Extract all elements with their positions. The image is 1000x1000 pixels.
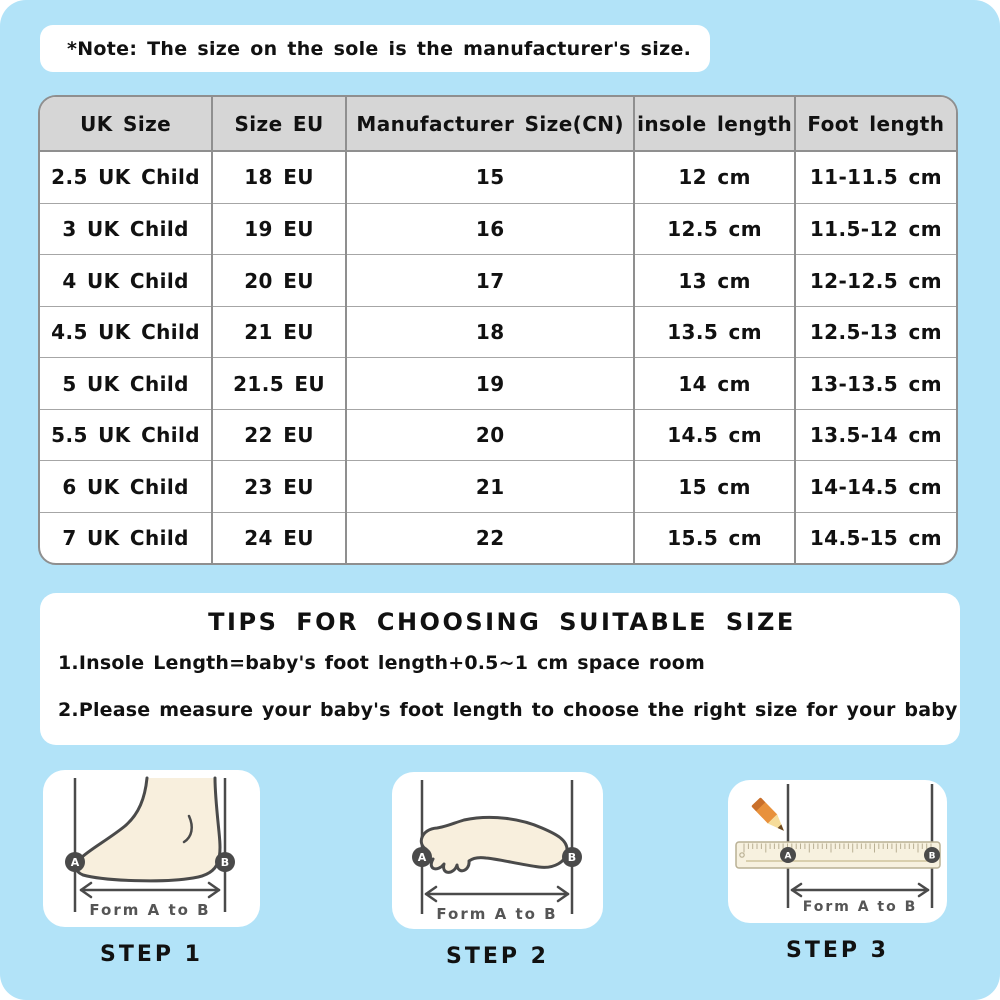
table-cell: 4 UK Child [40, 255, 212, 307]
table-cell: 23 EU [212, 461, 346, 513]
tips-card [40, 593, 960, 745]
table-cell: 5.5 UK Child [40, 409, 212, 461]
column-header-foot-length: Foot length [795, 97, 956, 151]
foot-top-measure-diagram [392, 772, 603, 929]
table-cell: 13.5 cm [634, 306, 794, 358]
table-row [40, 461, 956, 513]
step1-card [43, 770, 260, 927]
note-text: *Note: The size on the sole is the manufacturer's size. [67, 37, 692, 60]
size-table [40, 97, 956, 563]
table-cell: 16 [346, 203, 635, 255]
marker-b-letter: B [220, 856, 230, 869]
foot-side-measure-diagram [43, 770, 260, 927]
table-cell: 18 EU [212, 151, 346, 203]
table-cell: 21 [346, 461, 635, 513]
table-cell: 2.5 UK Child [40, 151, 212, 203]
table-cell: 20 [346, 409, 635, 461]
marker-a-letter: A [417, 851, 427, 864]
step2-card [392, 772, 603, 929]
table-cell: 19 [346, 358, 635, 410]
table-cell: 6 UK Child [40, 461, 212, 513]
marker-a-icon [780, 847, 796, 863]
double-arrow-icon [792, 884, 928, 896]
table-row [40, 306, 956, 358]
note-card [40, 25, 710, 72]
column-header-size-eu: Size EU [212, 97, 346, 151]
table-cell: 11-11.5 cm [809, 165, 942, 190]
marker-b-icon [562, 847, 582, 867]
marker-a-icon [65, 852, 85, 872]
column-header-manufacturer-size-cn-: Manufacturer Size(CN) [346, 97, 635, 151]
table-row [40, 409, 956, 461]
foot-top-icon [421, 817, 567, 872]
column-header-insole-length: insole length [634, 97, 794, 151]
table-row [40, 358, 956, 410]
marker-b-icon [924, 847, 940, 863]
measure-caption: Form A to B [802, 899, 918, 915]
table-cell: 5 UK Child [40, 358, 212, 410]
table-cell: 7 UK Child [40, 512, 212, 563]
table-cell: 12-12.5 cm [795, 255, 956, 307]
marker-b-letter: B [928, 851, 936, 862]
step2-label: STEP 2 [446, 944, 549, 969]
double-arrow-icon [81, 883, 219, 897]
size-table-body [40, 151, 956, 563]
table-cell: 3 UK Child [40, 203, 212, 255]
table-cell: 4.5 UK Child [40, 306, 212, 358]
table-cell: 12.5-13 cm [795, 306, 956, 358]
table-row [40, 151, 956, 203]
table-cell: 15 [346, 151, 635, 203]
marker-a-icon [412, 847, 432, 867]
table-cell: 21 EU [212, 306, 346, 358]
table-cell: 12.5 cm [634, 203, 794, 255]
size-table-card [38, 95, 958, 565]
column-header-uk-size: UK Size [40, 97, 212, 151]
pencil-icon [751, 797, 788, 835]
step3-label: STEP 3 [786, 938, 889, 963]
table-cell: 18 [346, 306, 635, 358]
table-cell: 14.5-15 cm [795, 512, 956, 563]
table-cell: 14.5 cm [634, 409, 794, 461]
tip-item-1: 1.Insole Length=baby's foot length+0.5~1 cm space room [58, 652, 705, 674]
table-cell: 14 cm [634, 358, 794, 410]
table-row [40, 255, 956, 307]
table-cell: 20 EU [212, 255, 346, 307]
table-row [40, 203, 956, 255]
table-cell: 13 cm [634, 255, 794, 307]
tip-item-2: 2.Please measure your baby's foot length to choose the right size for your baby [58, 699, 958, 721]
table-cell: 11.5-12 cm [795, 203, 956, 255]
table-cell: 13-13.5 cm [795, 358, 956, 410]
table-cell: 15 cm [634, 461, 794, 513]
measure-caption: Form A to B [436, 905, 558, 923]
ruler-measure-diagram [728, 780, 947, 923]
table-cell: 22 EU [212, 409, 346, 461]
table-cell: 24 EU [212, 512, 346, 563]
table-row [40, 512, 956, 563]
marker-a-letter: A [70, 856, 80, 869]
tips-title: TIPS FOR CHOOSING SUITABLE SIZE [208, 608, 796, 636]
size-table-header-row [40, 97, 956, 151]
table-cell: 22 [346, 512, 635, 563]
marker-b-letter: B [567, 851, 577, 864]
double-arrow-icon [426, 887, 568, 901]
marker-a-letter: A [784, 851, 792, 862]
step3-card [728, 780, 947, 923]
table-cell: 13.5-14 cm [795, 409, 956, 461]
table-cell: 21.5 EU [212, 358, 346, 410]
table-cell: 19 EU [212, 203, 346, 255]
table-cell: 17 [346, 255, 635, 307]
marker-b-icon [215, 852, 235, 872]
step1-label: STEP 1 [100, 942, 203, 967]
table-cell: 12 cm [634, 151, 794, 203]
foot-side-icon [76, 778, 220, 881]
measure-caption: Form A to B [89, 901, 211, 919]
table-cell: 14-14.5 cm [795, 461, 956, 513]
table-cell: 15.5 cm [634, 512, 794, 563]
